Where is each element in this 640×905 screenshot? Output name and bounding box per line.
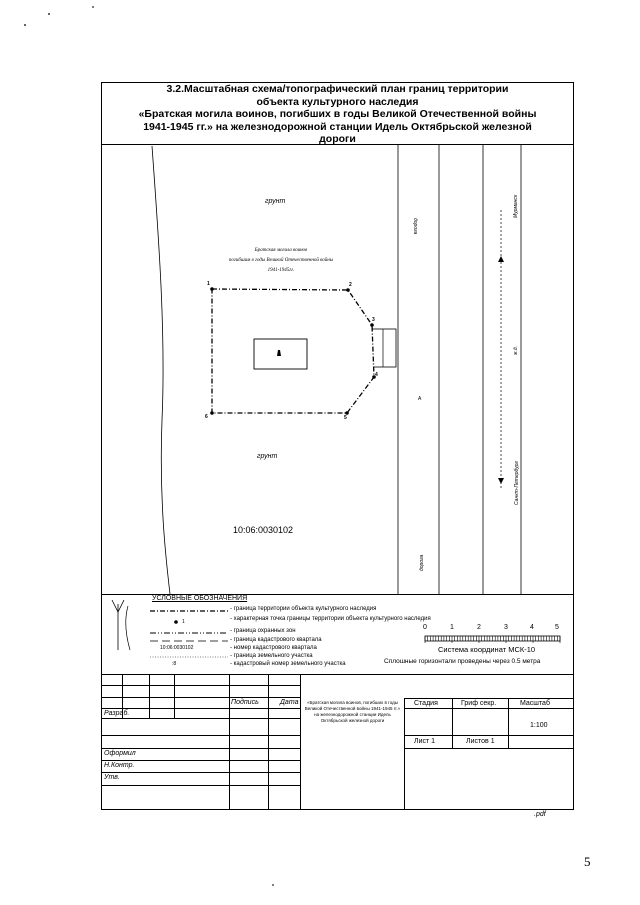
legend-item-6: - граница земельного участка — [230, 653, 313, 659]
stamp-row-approved: Утв. — [104, 774, 120, 781]
stamp-hline — [101, 772, 300, 773]
scale-tick-0: 0 — [423, 624, 427, 631]
stamp-sheets-total: Листов 1 — [466, 738, 495, 745]
legend-point-sample-label: 1 — [182, 619, 185, 625]
stamp-hline — [404, 698, 574, 699]
legend-item-2: - характерная точка границы территории объекта культурного наследия — [230, 616, 431, 622]
road-label-top: дорога — [412, 218, 418, 235]
stamp-sheet: Лист 1 — [414, 738, 436, 745]
scale-bar-ticks — [425, 636, 560, 643]
stamp-top-line — [101, 674, 574, 675]
file-format-note: .pdf — [534, 811, 546, 818]
stamp-header-scale: Масштаб — [520, 700, 550, 707]
stamp-hline — [101, 735, 300, 736]
title-line-2: объекта культурного наследия — [256, 95, 419, 108]
rail-label-murmansk: Мурманск — [513, 194, 519, 218]
stamp-header-date: Дата — [280, 699, 299, 706]
ground-label-top: грунт — [265, 198, 286, 205]
scale-tick-2: 2 — [477, 624, 481, 631]
legend-sample-point — [174, 620, 178, 624]
relief-contour-line — [152, 146, 170, 594]
stamp-header-signature: Подпись — [231, 699, 259, 706]
point-label-6: 6 — [205, 414, 208, 420]
scan-speck — [92, 6, 94, 8]
stamp-vline — [508, 698, 509, 748]
letter-a-label: А — [418, 396, 422, 402]
legend-item-7: - кадастровый номер земельного участка — [230, 661, 346, 667]
coord-system-label: Система координат МСК-10 — [438, 645, 536, 654]
monument-label-line-3: 1941-1945гг. — [267, 268, 295, 273]
monument-label — [196, 246, 366, 276]
title-line-5: дороги — [319, 133, 356, 145]
ground-label-bottom: грунт — [257, 453, 278, 460]
north-arrow-curve — [126, 606, 130, 650]
boundary-point — [346, 288, 350, 292]
point-label-4: 4 — [375, 372, 378, 378]
site-plan-map — [101, 144, 574, 594]
rail-arrow-north — [498, 256, 504, 262]
legend-heading: УСЛОВНЫЕ ОБОЗНАЧЕНИЯ — [152, 595, 248, 602]
stamp-hline — [101, 748, 300, 749]
monument-label-line-1: Братская могила воинов — [254, 248, 308, 253]
rail-label-spb: Санкт-Петербург — [514, 461, 520, 505]
legend-symbols — [105, 598, 235, 670]
scan-speck — [24, 24, 26, 26]
stamp-vline — [404, 698, 405, 810]
stamp-vline — [149, 674, 150, 718]
legend-parcel-sample: :8 — [172, 661, 177, 667]
stamp-hline — [101, 697, 300, 698]
cadastral-quarter-number: 10:06:0030102 — [233, 525, 294, 535]
point-label-1: 1 — [207, 281, 210, 287]
rail-arrow-south — [498, 478, 504, 484]
stamp-header-stage: Стадия — [414, 700, 438, 707]
boundary-point — [370, 323, 374, 327]
stamp-hline — [404, 748, 574, 749]
stamp-hline — [101, 685, 300, 686]
title-line-1: 3.2.Масштабная схема/топографический план границ территории — [166, 83, 509, 95]
page-number: 5 — [584, 854, 591, 869]
stamp-row-designed: Оформил — [104, 750, 136, 757]
stamp-hline — [101, 760, 300, 761]
legend-item-4: - граница кадастрового квартала — [230, 637, 322, 643]
page-title — [103, 83, 572, 146]
rail-label-zhd: ж.д. — [513, 346, 519, 355]
title-line-3: «Братская могила воинов, погибших в годы Великой Отечественной войны — [138, 108, 537, 120]
legend-cadastral-sample: 10:06:0030102 — [160, 645, 194, 651]
stamp-hline — [101, 708, 300, 709]
stamp-hline — [101, 718, 300, 719]
scale-bar — [424, 634, 564, 644]
scale-bar-labels — [423, 624, 563, 632]
stamp-hline — [404, 708, 574, 709]
legend-item-3: - граница охранных зон — [230, 628, 296, 634]
contours-note: Сплошные горизонтали проведены через 0.5 метра — [384, 658, 541, 665]
point-label-2: 2 — [349, 282, 352, 288]
stamp-row-developer: Разраб. — [104, 710, 130, 717]
stamp-vline — [300, 674, 301, 810]
monument-boundary — [212, 289, 374, 413]
stamp-header-secrecy: Гриф секр. — [461, 700, 497, 707]
stamp-hline — [101, 785, 300, 786]
stamp-vline — [268, 674, 269, 810]
stamp-vline — [229, 674, 230, 810]
point-label-3: 3 — [372, 317, 375, 323]
scale-tick-5: 5 — [555, 624, 559, 631]
legend-item-5: - номер кадастрового квартала — [230, 645, 317, 651]
stamp-vline — [174, 674, 175, 718]
point-label-5: 5 — [344, 415, 347, 421]
stamp-scale-value: 1:100 — [530, 722, 548, 729]
stamp-row-norm-control: Н.Контр. — [104, 762, 135, 769]
monument-label-line-2: погибшим в годы Великой Отечественной войны — [228, 258, 334, 263]
title-line-4: 1941-1945 гг.» на железнодорожной станции Идель Октябрьской железной — [143, 120, 532, 133]
boundary-point — [210, 411, 214, 415]
scan-speck — [272, 884, 274, 886]
scale-tick-3: 3 — [504, 624, 508, 631]
scale-tick-1: 1 — [450, 624, 454, 631]
legend-item-1: - граница территории объекта культурного наследия — [230, 606, 377, 612]
road-label-bottom: дорога — [419, 554, 425, 571]
stamp-description: «Братская могила воинов, погибших в годы Великой Отечественной войны 1941-1945 гг.» на железнодорожной станции Идель Октябрьской железной дороги — [304, 700, 401, 723]
stamp-vline — [452, 698, 453, 748]
scale-tick-4: 4 — [530, 624, 534, 631]
boundary-point — [210, 287, 214, 291]
scan-speck — [48, 13, 50, 15]
stamp-hline — [404, 735, 574, 736]
